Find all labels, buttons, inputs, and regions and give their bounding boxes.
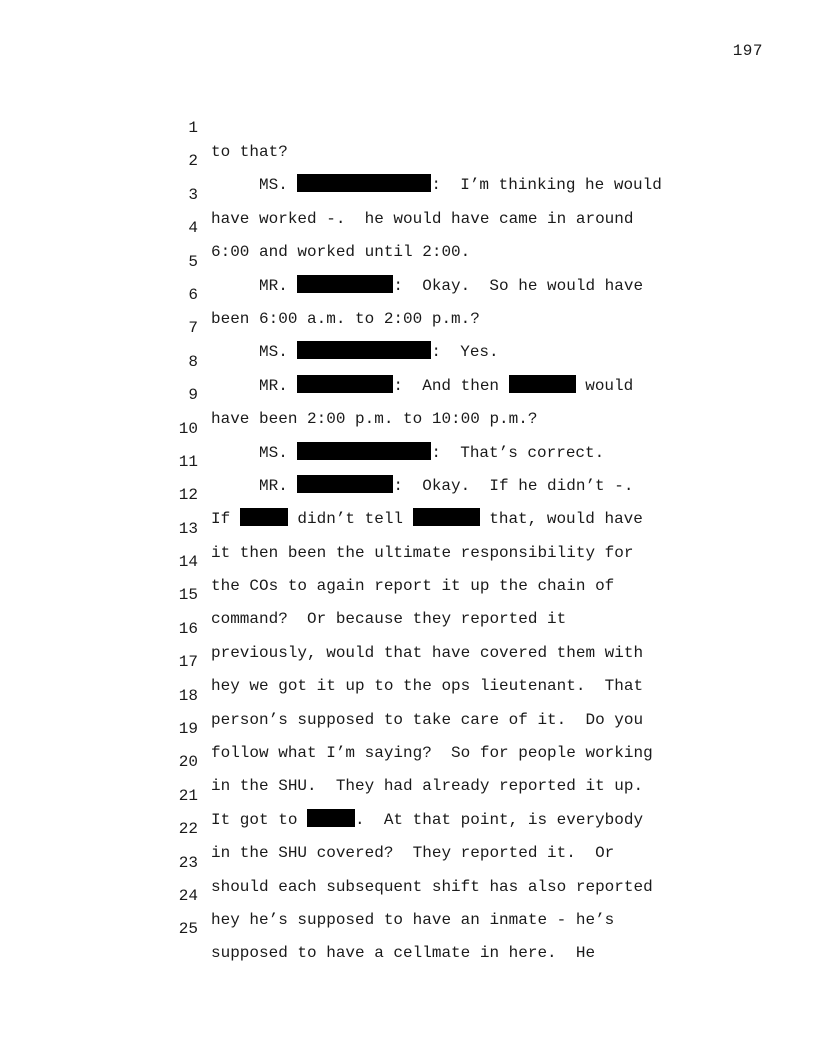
line-number: 7: [188, 319, 198, 338]
line-number: 3: [188, 185, 198, 204]
line-number: 21: [178, 786, 198, 805]
line-text: MS. : That’s correct.: [259, 443, 605, 462]
line-number: 15: [178, 586, 198, 605]
line-number: 22: [178, 820, 198, 839]
transcript-line-6: [0, 259, 816, 328]
line-number: 5: [188, 252, 198, 271]
line-text: MR. : And then would: [259, 376, 634, 395]
line-number: 12: [178, 486, 198, 505]
transcript-line-18: [0, 660, 816, 729]
line-number: 4: [188, 219, 198, 238]
transcript-body: [0, 92, 816, 963]
line-text: hey he’s supposed to have an inmate - he’s: [211, 910, 615, 929]
line-text: MR. : Okay. So he would have: [259, 276, 644, 295]
line-number: 9: [188, 386, 198, 405]
transcript-line-2: [0, 125, 816, 195]
line-text: supposed to have a cellmate in here. He: [211, 944, 596, 963]
transcript-line-3: [0, 159, 816, 228]
line-text: the COs to again report it up the chain of: [211, 577, 615, 596]
transcript-line-24: [0, 860, 816, 929]
transcript-line-16: [0, 593, 816, 662]
transcript-line-11: [0, 426, 816, 495]
transcript-line-25: [0, 893, 816, 963]
line-text: follow what I’m saying? So for people working: [211, 744, 653, 763]
line-number: 24: [178, 886, 198, 905]
line-number: 2: [188, 152, 198, 171]
line-text: should each subsequent shift has also reported: [211, 877, 653, 896]
transcript-line-7: [0, 292, 816, 362]
line-number: 23: [178, 853, 198, 872]
line-text: in the SHU covered? They reported it. Or: [211, 844, 615, 863]
line-number: 18: [178, 686, 198, 705]
transcript-line-8: [0, 326, 816, 395]
transcript-line-9: [0, 359, 816, 429]
line-text: previously, would that have covered them with: [211, 643, 644, 662]
transcript-line-4: [0, 192, 816, 262]
transcript-line-21: [0, 760, 816, 829]
line-text: command? Or because they reported it: [211, 610, 567, 629]
line-text: in the SHU. They had already reported it up.: [211, 777, 644, 796]
line-number: 14: [178, 553, 198, 572]
line-text: hey we got it up to the ops lieutenant. That: [211, 677, 644, 696]
page-number: 197: [732, 42, 763, 60]
line-text: MS. : Yes.: [259, 343, 499, 362]
line-number: 10: [178, 419, 198, 438]
line-number: 8: [188, 352, 198, 371]
line-number: 25: [178, 920, 198, 939]
line-number: 17: [178, 653, 198, 672]
line-number: 16: [178, 619, 198, 638]
line-number: 1: [188, 119, 198, 137]
line-number: 13: [178, 519, 198, 538]
line-text: person’s supposed to take care of it. Do you: [211, 710, 644, 729]
transcript-line-13: [0, 493, 816, 562]
line-text: have worked -. he would have came in around: [211, 209, 634, 228]
line-text: It got to . At that point, is everybody: [211, 810, 644, 829]
line-text: it then been the ultimate responsibility for: [211, 543, 634, 562]
transcript-line-1: [0, 92, 816, 161]
line-text: 6:00 and worked until 2:00.: [211, 243, 471, 262]
line-text: MS. : I’m thinking he would: [259, 176, 662, 195]
line-number: 19: [178, 720, 198, 739]
line-number: 6: [188, 285, 198, 304]
line-text: been 6:00 a.m. to 2:00 p.m.?: [211, 309, 480, 328]
line-text: MR. : Okay. If he didn’t -.: [259, 476, 634, 495]
line-number: 20: [178, 753, 198, 772]
line-number: 11: [178, 452, 198, 471]
line-text: If didn’t tell that, would have: [211, 510, 643, 529]
line-text: to that?: [211, 143, 288, 161]
transcript-line-5: [0, 226, 816, 295]
line-text: have been 2:00 p.m. to 10:00 p.m.?: [211, 410, 538, 429]
